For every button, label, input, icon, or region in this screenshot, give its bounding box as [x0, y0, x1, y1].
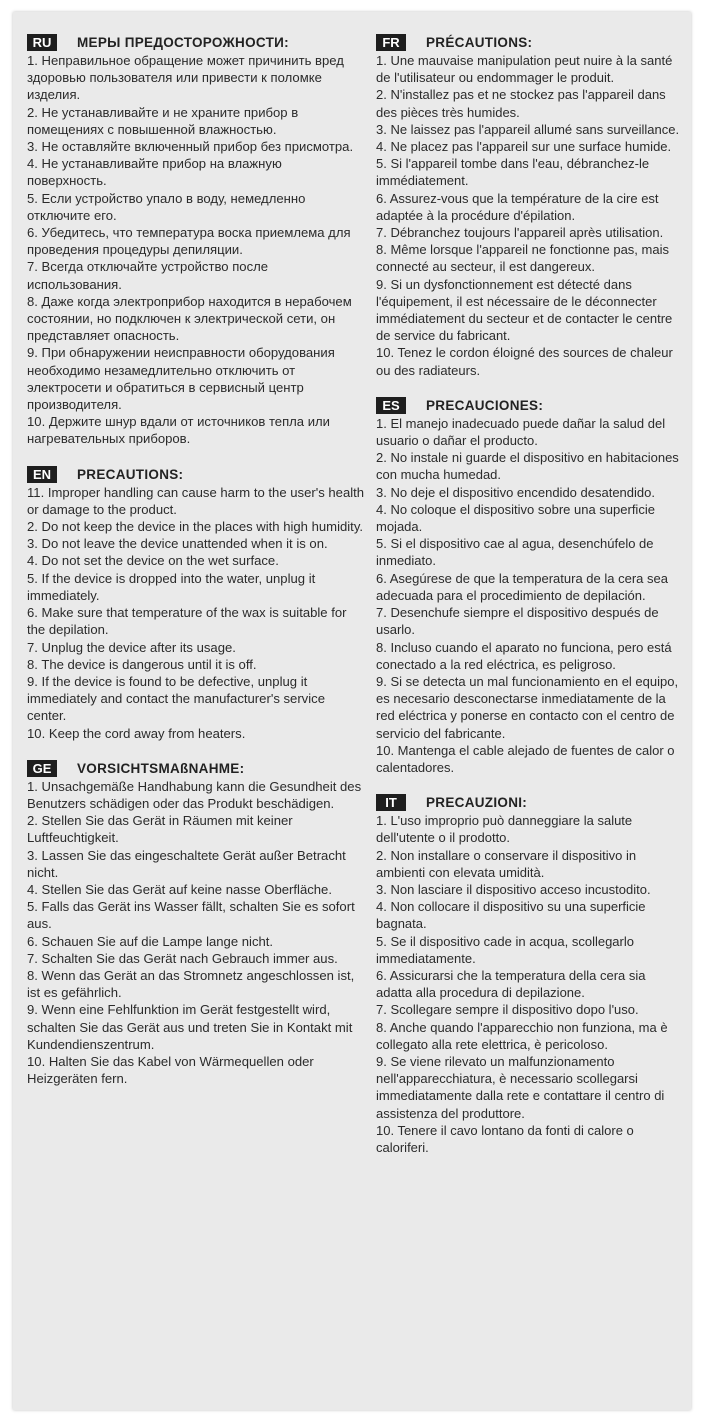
- precaution-item: 3. Non lasciare il dispositivo acceso incustodito.: [376, 881, 651, 897]
- precaution-item: 10. Mantenga el cable alejado de fuentes de calor o calentadores.: [376, 742, 675, 775]
- precaution-item: 6. Убедитесь, что температура воска приемлема для проведения процедуры депиляции.: [27, 225, 351, 258]
- precaution-item: 2. Do not keep the device in the places with high humidity.: [27, 519, 364, 535]
- precaution-item: 2. No instale ni guarde el dispositivo en habitaciones con mucha humedad.: [376, 450, 679, 483]
- precautions-list: [376, 415, 680, 776]
- precaution-item: 7. Desenchufe siempre el dispositivo después de usarlo.: [376, 605, 659, 638]
- precaution-item: 7. Всегда отключайте устройство после использования.: [27, 259, 269, 292]
- precaution-item: 5. Falls das Gerät ins Wasser fällt, schalten Sie es sofort aus.: [27, 899, 355, 932]
- language-badge: FR: [376, 34, 406, 51]
- precaution-item: 9. Wenn eine Fehlfunktion im Gerät festgestellt wird, schalten Sie das Gerät aus und treten Sie in Kontakt mit Kundendienszentrum.: [27, 1002, 353, 1052]
- precaution-item: 3. Do not leave the device unattended when it is on.: [27, 536, 328, 552]
- precaution-item: 9. При обнаружении неисправности оборудования необходимо незамедлительно отключить от электросети и обратиться в сервисный центр производителя.: [27, 345, 335, 413]
- precautions-list: [376, 812, 680, 1156]
- section-it: [376, 794, 680, 1156]
- precaution-item: 2. N'installez pas et ne stockez pas l'appareil dans des pièces très humides.: [376, 87, 666, 120]
- precautions-list: [27, 484, 365, 742]
- precaution-item: 2. Non installare o conservare il dispositivo in ambienti con elevata umidità.: [376, 847, 637, 880]
- instruction-sheet: [13, 12, 691, 1410]
- language-badge: RU: [27, 34, 57, 51]
- precaution-item: 1. L'uso improprio può danneggiare la salute dell'utente o il prodotto.: [376, 813, 633, 846]
- precaution-item: 1. Unsachgemäße Handhabung kann die Gesundheit des Benutzers schädigen oder das Produkt beschädigen.: [27, 778, 362, 811]
- precaution-item: 4. Не устанавливайте прибор на влажную поверхность.: [27, 156, 282, 189]
- precaution-item: 6. Assurez-vous que la température de la cire est adaptée à la procédure d'épilation.: [376, 190, 659, 223]
- precaution-item: 7. Schalten Sie das Gerät nach Gebrauch immer aus.: [27, 950, 338, 966]
- precaution-item: 9. Se viene rilevato un malfunzionamento nell'apparecchiatura, è necessario scollegarsi immediatamente dalla rete e contattare il centro di assistenza del produttore.: [376, 1053, 665, 1121]
- precaution-item: 8. The device is dangerous until it is off.: [27, 656, 257, 672]
- language-badge: ES: [376, 397, 406, 414]
- section-ru: [27, 34, 365, 448]
- section-header: [376, 794, 680, 811]
- precaution-item: 10. Tenere il cavo lontano da fonti di calore o caloriferi.: [376, 1122, 634, 1155]
- precaution-item: 4. Non collocare il dispositivo su una superficie bagnata.: [376, 899, 646, 932]
- section-title: МЕРЫ ПРЕДОСТОРОЖНОСТИ:: [77, 35, 289, 50]
- precaution-item: 5. Se il dispositivo cade in acqua, scollegarlo immediatamente.: [376, 933, 634, 966]
- precaution-item: 1. Une mauvaise manipulation peut nuire à la santé de l'utilisateur ou endommager le produit.: [376, 53, 673, 86]
- precaution-item: 9. If the device is found to be defective, unplug it immediately and contact the manufacturer's service center.: [27, 673, 325, 724]
- precaution-item: 8. Incluso cuando el aparato no funciona, pero está conectado a la red eléctrica, es peligroso.: [376, 639, 672, 672]
- section-title: PRÉCAUTIONS:: [426, 35, 533, 50]
- section-es: [376, 397, 680, 776]
- precaution-item: 4. Stellen Sie das Gerät auf keine nasse Oberfläche.: [27, 881, 332, 897]
- precaution-item: 9. Si se detecta un mal funcionamiento en el equipo, es necesario desconectarse inmediatamente de la red eléctrica y ponerse en contacto con el centro de servicio del fabricante.: [376, 673, 679, 741]
- precaution-item: 5. Si l'appareil tombe dans l'eau, débranchez-le immédiatement.: [376, 156, 650, 189]
- section-title: PRECAUTIONS:: [77, 466, 184, 482]
- precaution-item: 7. Débranchez toujours l'appareil après utilisation.: [376, 225, 664, 241]
- precaution-item: 10. Tenez le cordon éloigné des sources de chaleur ou des radiateurs.: [376, 345, 673, 378]
- precaution-item: 5. Если устройство упало в воду, немедленно отключите его.: [27, 190, 306, 223]
- language-badge: EN: [27, 466, 57, 483]
- precaution-item: 6. Make sure that temperature of the wax is suitable for the depilation.: [27, 605, 347, 638]
- precaution-item: 4. Ne placez pas l'appareil sur une surface humide.: [376, 139, 672, 155]
- precaution-item: 6. Assicurarsi che la temperatura della cera sia adatta alla procedura di depilazione.: [376, 967, 646, 1001]
- precaution-item: 6. Schauen Sie auf die Lampe lange nicht.: [27, 933, 274, 949]
- precaution-item: 6. Asegúrese de que la temperatura de la cera sea adecuada para el procedimiento de depilación.: [376, 570, 668, 603]
- precaution-item: 10. Keep the cord away from heaters.: [27, 725, 246, 741]
- precaution-item: 8. Même lorsque l'appareil ne fonctionne pas, mais connecté au secteur, il est dangereux.: [376, 242, 669, 275]
- section-header: [27, 466, 365, 483]
- right-column: [376, 34, 680, 1174]
- precaution-item: 3. Ne laissez pas l'appareil allumé sans surveillance.: [376, 121, 680, 137]
- precautions-list: [27, 52, 365, 448]
- precaution-item: 3. Не оставляйте включенный прибор без присмотра.: [27, 139, 354, 155]
- left-column: [27, 34, 365, 1105]
- section-fr: [376, 34, 680, 379]
- section-header: [27, 760, 365, 777]
- language-badge: GE: [27, 760, 57, 777]
- precaution-item: 1. El manejo inadecuado puede dañar la salud del usuario o dañar el producto.: [376, 415, 666, 449]
- precaution-item: 3. Lassen Sie das eingeschaltete Gerät außer Betracht nicht.: [27, 847, 346, 880]
- precautions-list: [376, 52, 680, 379]
- precaution-item: 11. Improper handling can cause harm to the user's health or damage to the product.: [27, 484, 365, 517]
- section-en: [27, 466, 365, 742]
- precaution-item: 5. If the device is dropped into the water, unplug it immediately.: [27, 570, 316, 603]
- precaution-item: 8. Даже когда электроприбор находится в нерабочем состоянии, но подключен к электрической сети, он представляет опасность.: [27, 293, 352, 344]
- language-badge: IT: [376, 794, 406, 811]
- precaution-item: 4. No coloque el dispositivo sobre una superficie mojada.: [376, 501, 655, 535]
- precautions-list: [27, 778, 365, 1088]
- precaution-item: 7. Scollegare sempre il dispositivo dopo l'uso.: [376, 1002, 639, 1018]
- precaution-item: 1. Неправильное обращение может причинить вред здоровью пользователя или привести к поломке изделия.: [27, 53, 344, 103]
- precaution-item: 4. Do not set the device on the wet surface.: [27, 553, 279, 569]
- precaution-item: 2. Stellen Sie das Gerät in Räumen mit keiner Luftfeuchtigkeit.: [27, 813, 293, 846]
- section-header: [376, 397, 680, 414]
- section-header: [27, 34, 365, 51]
- precaution-item: 8. Anche quando l'apparecchio non funziona, ma è collegato alla rete elettrica, è pericoloso.: [376, 1019, 668, 1052]
- precaution-item: 10. Halten Sie das Kabel von Wärmequellen oder Heizgeräten fern.: [27, 1053, 314, 1087]
- precaution-item: 5. Si el dispositivo cae al agua, desenchúfelo de inmediato.: [376, 536, 654, 569]
- section-title: VORSICHTSMAßNAHME:: [77, 760, 245, 776]
- precaution-item: 8. Wenn das Gerät an das Stromnetz angeschlossen ist, ist es gefährlich.: [27, 967, 355, 1001]
- section-title: PRECAUCIONES:: [426, 397, 544, 413]
- precaution-item: 7. Unplug the device after its usage.: [27, 639, 236, 655]
- precaution-item: 9. Si un dysfonctionnement est détecté dans l'équipement, il est nécessaire de le déconnecter immédiatement du secteur et de contacter le centre de service du fabricant.: [376, 276, 673, 344]
- section-ge: [27, 760, 365, 1088]
- precaution-item: 2. Не устанавливайте и не храните прибор в помещениях с повышенной влажностью.: [27, 104, 299, 137]
- section-header: [376, 34, 680, 51]
- precaution-item: 3. No deje el dispositivo encendido desatendido.: [376, 484, 655, 500]
- section-title: PRECAUZIONI:: [426, 795, 528, 811]
- precaution-item: 10. Держите шнур вдали от источников тепла или нагревательных приборов.: [27, 414, 330, 447]
